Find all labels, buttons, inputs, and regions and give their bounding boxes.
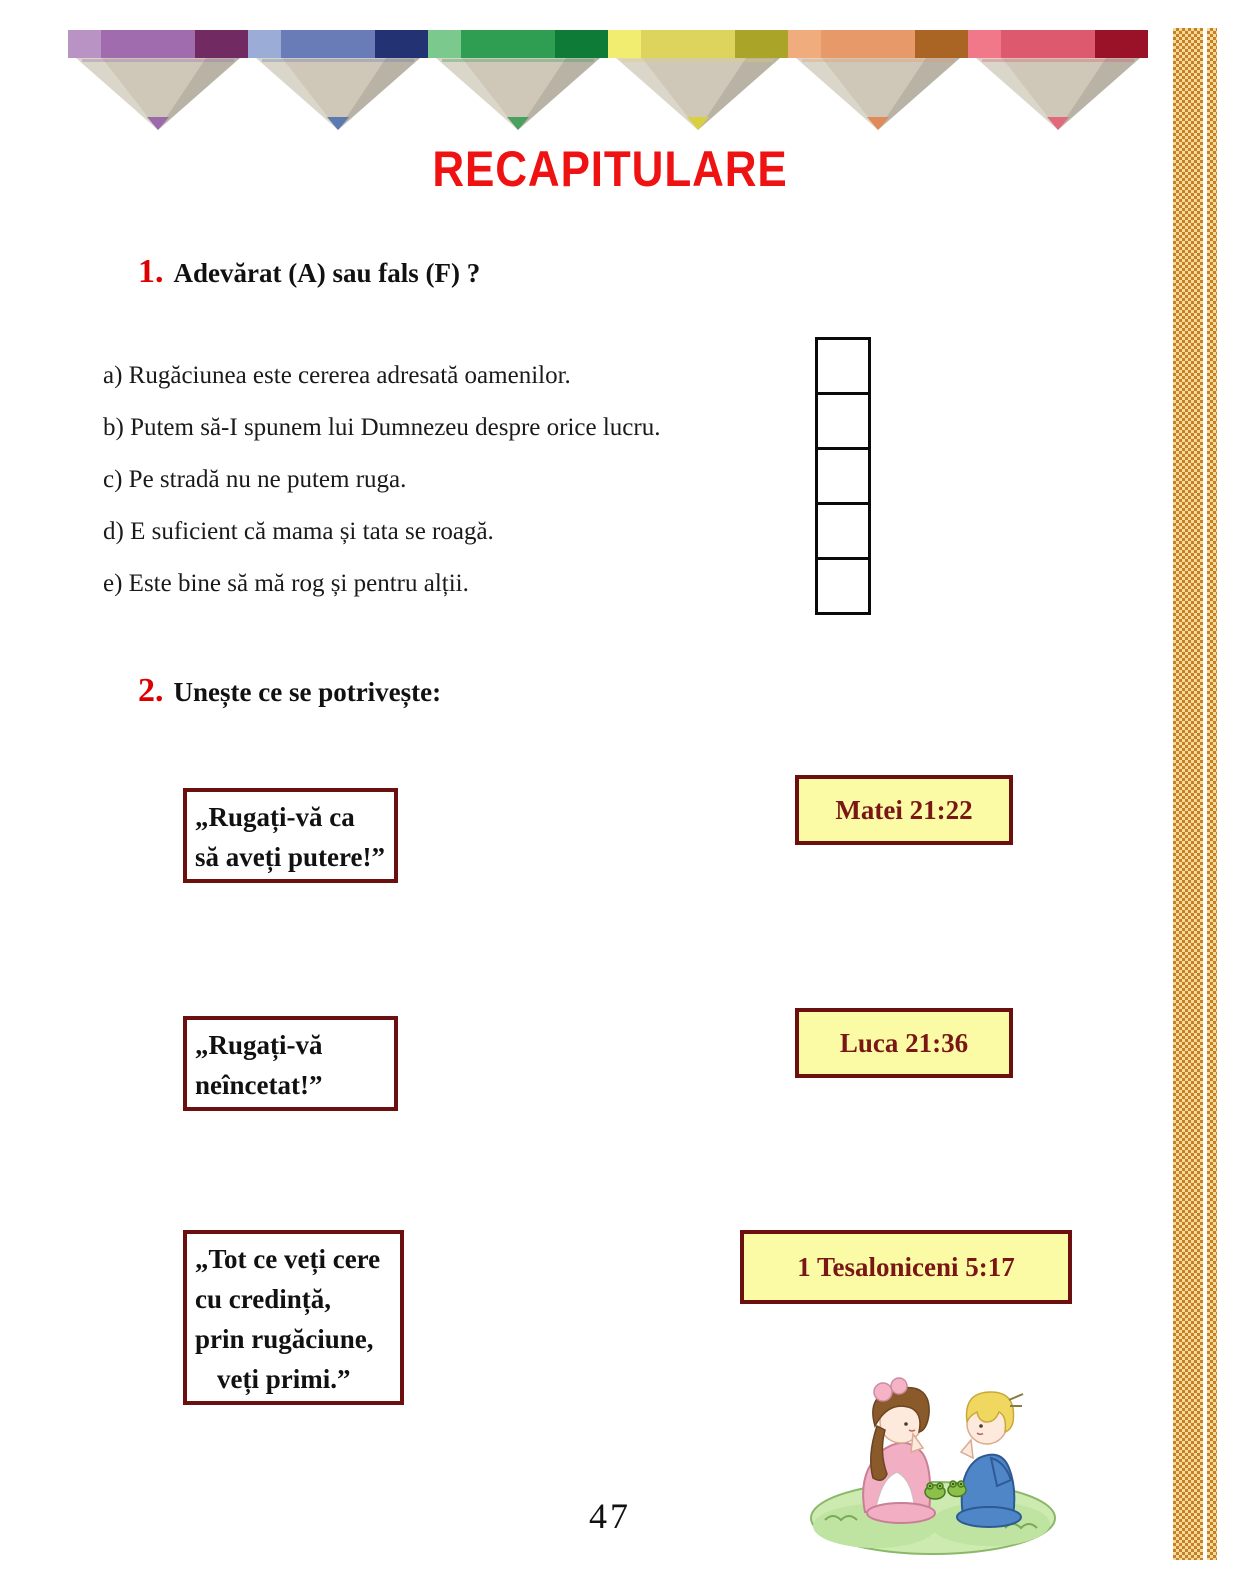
side-border-wide [1173,28,1203,1560]
section1-heading [138,253,480,291]
quote-line: „Rugați-vă ca [195,802,355,832]
section2-number: 2. [138,672,164,709]
true-false-item-d: d) E suficient că mama și tata se roagă. [103,518,494,545]
answer-box-a[interactable] [815,337,871,395]
quote-box-2[interactable] [183,1016,398,1111]
page-title: RECAPITULARE [432,141,788,197]
answer-box-b[interactable] [815,392,871,450]
section1-number: 1. [138,253,164,290]
true-false-item-b: b) Putem să-I spunem lui Dumnezeu despre orice lucru. [103,414,661,441]
yellow-pencil-icon [608,30,788,135]
answer-boxes [815,337,871,615]
reference-box-1[interactable]: Matei 21:22 [795,775,1013,845]
side-border-thin [1207,28,1217,1560]
purple-pencil-icon [68,30,248,135]
section1-heading-text: Adevărat (A) sau fals (F) ? [173,258,481,288]
true-false-item-e: e) Este bine să mă rog și pentru alții. [103,570,469,597]
quote-line: neîncetat!” [195,1070,323,1100]
true-false-items [103,350,803,610]
green-pencil-icon [428,30,608,135]
reference-box-3[interactable]: 1 Tesaloniceni 5:17 [740,1230,1072,1304]
page-number: 47 [589,1496,631,1536]
quote-line: prin rugăciune, [195,1324,374,1354]
answer-box-d[interactable] [815,502,871,560]
true-false-item-c: c) Pe stradă nu ne putem ruga. [103,466,407,493]
pencil-border-decoration [68,30,1150,135]
quote-line: „Rugați-vă [195,1030,323,1060]
red-pencil-icon [968,30,1148,135]
orange-pencil-icon [788,30,968,135]
answer-box-e[interactable] [815,557,871,615]
quote-line: să aveți putere!” [195,842,385,872]
section2-heading [138,672,441,710]
quote-line: cu credință, [195,1284,331,1314]
true-false-item-a: a) Rugăciunea este cererea adresată oamenilor. [103,362,571,389]
section2-heading-text: Unește ce se potrivește: [173,677,442,707]
quote-line: „Tot ce veți cere [195,1244,381,1274]
answer-box-c[interactable] [815,447,871,505]
quote-box-1[interactable] [183,788,398,883]
quote-line: veți primi.” [217,1364,351,1394]
blue-pencil-icon [248,30,428,135]
reference-box-2[interactable]: Luca 21:36 [795,1008,1013,1078]
quote-box-3[interactable] [183,1230,404,1405]
